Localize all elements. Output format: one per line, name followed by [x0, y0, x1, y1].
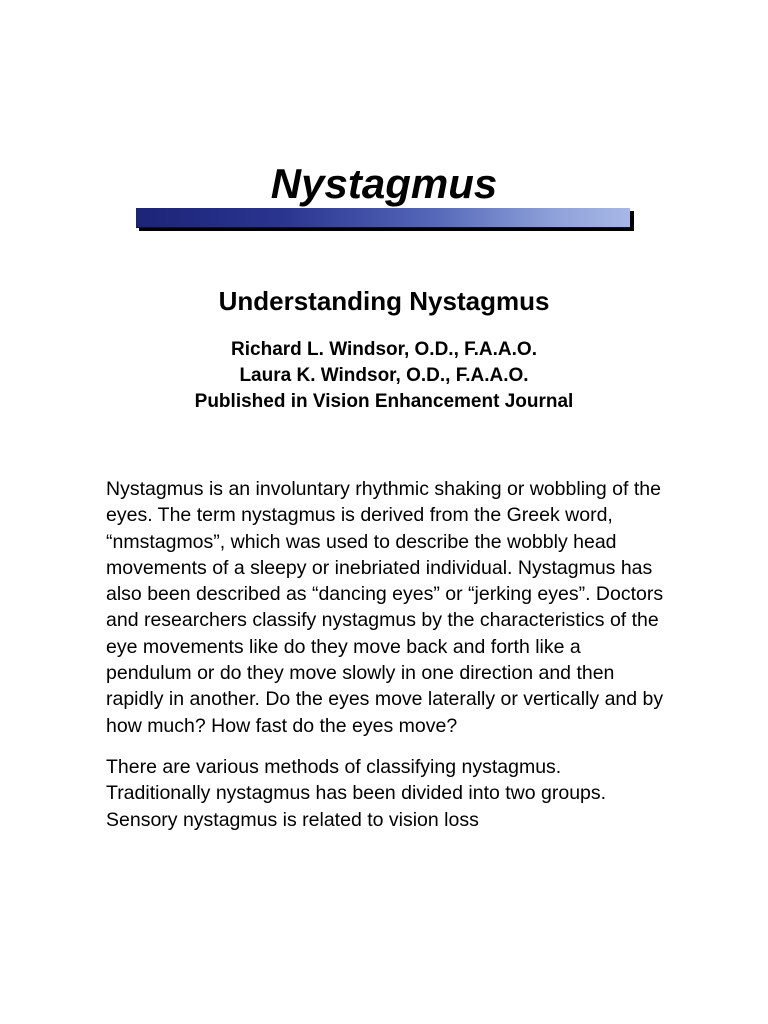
author-line-1: Richard L. Windsor, O.D., F.A.A.O.: [231, 339, 537, 360]
author-line-2: Laura K. Windsor, O.D., F.A.A.O.: [239, 365, 529, 386]
title-bar-gradient: [136, 208, 630, 228]
body-text: [106, 476, 666, 848]
document-title: Nystagmus: [270, 160, 498, 207]
document-subtitle: Understanding Nystagmus: [218, 286, 550, 316]
paragraph-2: There are various methods of classifying nystagmus. Traditionally nystagmus has been divided into two groups. Sensory nystagmus is related to vision loss: [106, 755, 607, 831]
author-block: [0, 337, 768, 415]
paragraph-1: Nystagmus is an involuntary rhythmic shaking or wobbling of the eyes. The term nystagmus is derived from the Greek word, “nmstagmos”, which was used to describe the wobbly head movements of a sleepy or inebriated individual. Nystagmus has also been described as “dancing eyes” or “jerking eyes”. Doctors and researchers classify nystagmus by the characteristics of the eye movements like do they move back and forth like a pendulum or do they move slowly in one direction and then rapidly in another. Do the eyes move laterally or vertically and by how much? How fast do the eyes move?: [106, 478, 664, 737]
title-underline-bar: [136, 208, 634, 232]
publication-line: Published in Vision Enhancement Journal: [194, 391, 574, 412]
